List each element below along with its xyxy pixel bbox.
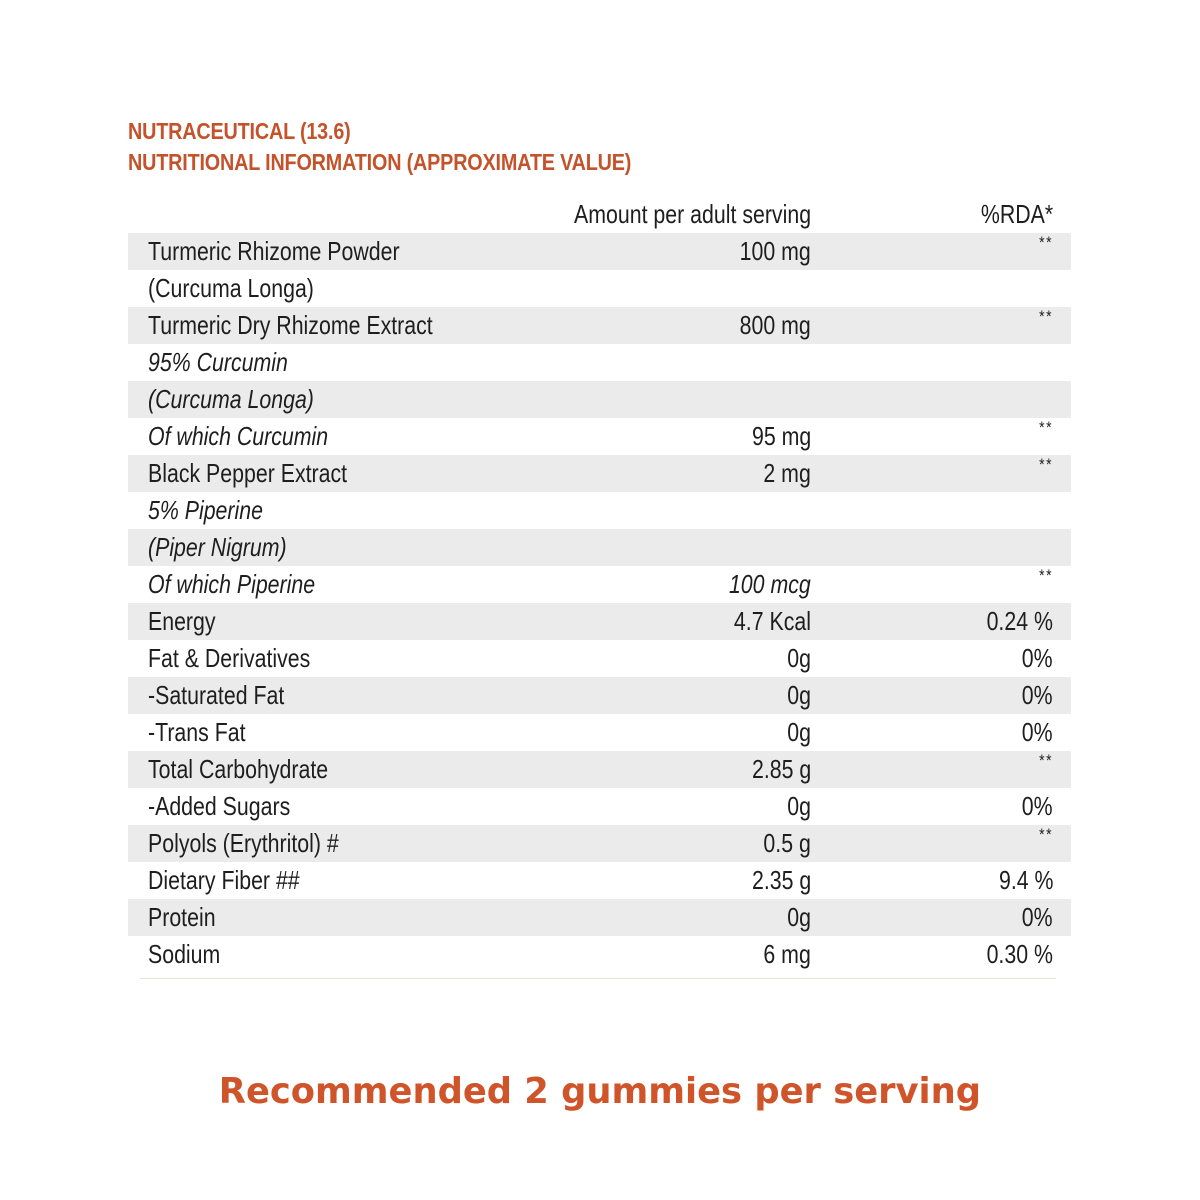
nutrient-rda: 0%: [1022, 643, 1053, 673]
nutrient-amount: 0g: [787, 791, 811, 821]
nutrient-name: Fat & Derivatives: [148, 643, 311, 673]
nutrient-name: Turmeric Rhizome Powder: [148, 236, 400, 266]
nutrient-amount: 100 mg: [739, 236, 811, 266]
nutrient-rda: 0%: [1022, 902, 1053, 932]
table-row: [128, 936, 1071, 973]
heading-line-2: NUTRITIONAL INFORMATION (APPROXIMATE VALUE): [128, 149, 632, 175]
nutrient-rda: **: [1038, 418, 1053, 437]
table-row: [128, 270, 1071, 307]
table-row: [128, 566, 1071, 603]
nutrient-name: 5% Piperine: [148, 495, 263, 525]
nutrient-amount: 0g: [787, 717, 811, 747]
nutrient-name: -Added Sugars: [148, 791, 291, 821]
nutrient-amount: 0g: [787, 643, 811, 673]
table-row: [128, 418, 1071, 455]
nutrient-name: Energy: [148, 606, 216, 636]
nutrient-name: 95% Curcumin: [148, 347, 288, 377]
nutrient-amount: 0.5 g: [763, 828, 811, 858]
table-row: [128, 307, 1071, 344]
nutrition-table: [128, 196, 1071, 973]
nutrient-amount: 2.85 g: [751, 754, 811, 784]
table-bottom-rule: [140, 978, 1056, 979]
nutrient-rda: 0%: [1022, 791, 1053, 821]
nutrient-name: -Trans Fat: [148, 717, 246, 747]
heading-line-1: NUTRACEUTICAL (13.6): [128, 118, 351, 144]
nutrient-amount: 95 mg: [751, 421, 811, 451]
nutrient-name: (Curcuma Longa): [148, 273, 314, 303]
nutrient-rda: **: [1038, 307, 1053, 326]
nutrient-name: Black Pepper Extract: [148, 458, 348, 488]
nutrient-rda: **: [1038, 455, 1053, 474]
nutrient-rda: **: [1038, 566, 1053, 585]
nutrient-name: Total Carbohydrate: [148, 754, 329, 784]
nutrient-name: Protein: [148, 902, 216, 932]
column-header-amount: Amount per adult serving: [573, 199, 811, 229]
nutrient-rda: 0.30 %: [986, 939, 1053, 969]
table-row: [128, 677, 1071, 714]
nutrient-name: Of which Curcumin: [148, 421, 329, 451]
table-row: [128, 640, 1071, 677]
nutrient-amount: 0g: [787, 680, 811, 710]
table-heading: [128, 116, 631, 178]
nutrient-name: Turmeric Dry Rhizome Extract: [148, 310, 433, 340]
nutrient-rda: **: [1038, 825, 1053, 844]
table-header-row: [128, 196, 1071, 233]
nutrient-name: Polyols (Erythritol) #: [148, 828, 339, 858]
nutrient-amount: 2 mg: [763, 458, 811, 488]
nutrient-name: Of which Piperine: [148, 569, 316, 599]
table-row: [128, 529, 1071, 566]
nutrient-rda: 0%: [1022, 717, 1053, 747]
table-row: [128, 233, 1071, 270]
table-row: [128, 455, 1071, 492]
serving-recommendation: [0, 1068, 1200, 1116]
nutrient-name: (Curcuma Longa): [148, 384, 314, 414]
nutrient-name: Sodium: [148, 939, 221, 969]
serving-recommendation-text: Recommended 2 gummies per serving: [218, 1071, 982, 1112]
table-row: [128, 344, 1071, 381]
nutrient-rda: **: [1038, 233, 1053, 252]
nutrient-amount: 100 mcg: [729, 569, 811, 599]
table-row: [128, 492, 1071, 529]
table-row: [128, 788, 1071, 825]
nutrient-amount: 2.35 g: [751, 865, 811, 895]
table-row: [128, 751, 1071, 788]
nutrient-amount: 0g: [787, 902, 811, 932]
nutrient-amount: 6 mg: [763, 939, 811, 969]
nutrient-rda: 0%: [1022, 680, 1053, 710]
nutrient-name: (Piper Nigrum): [148, 532, 287, 562]
nutrient-name: Dietary Fiber ##: [148, 865, 300, 895]
table-row: [128, 825, 1071, 862]
nutrient-rda: 0.24 %: [986, 606, 1053, 636]
nutrient-amount: 800 mg: [739, 310, 811, 340]
column-header-rda: %RDA*: [980, 199, 1053, 229]
table-body: [128, 233, 1071, 973]
nutrient-amount: 4.7 Kcal: [733, 606, 811, 636]
nutrient-rda: 9.4 %: [998, 865, 1053, 895]
nutrient-name: -Saturated Fat: [148, 680, 285, 710]
table-row: [128, 603, 1071, 640]
table-row: [128, 714, 1071, 751]
nutrient-rda: **: [1038, 751, 1053, 770]
table-row: [128, 862, 1071, 899]
table-row: [128, 381, 1071, 418]
table-row: [128, 899, 1071, 936]
